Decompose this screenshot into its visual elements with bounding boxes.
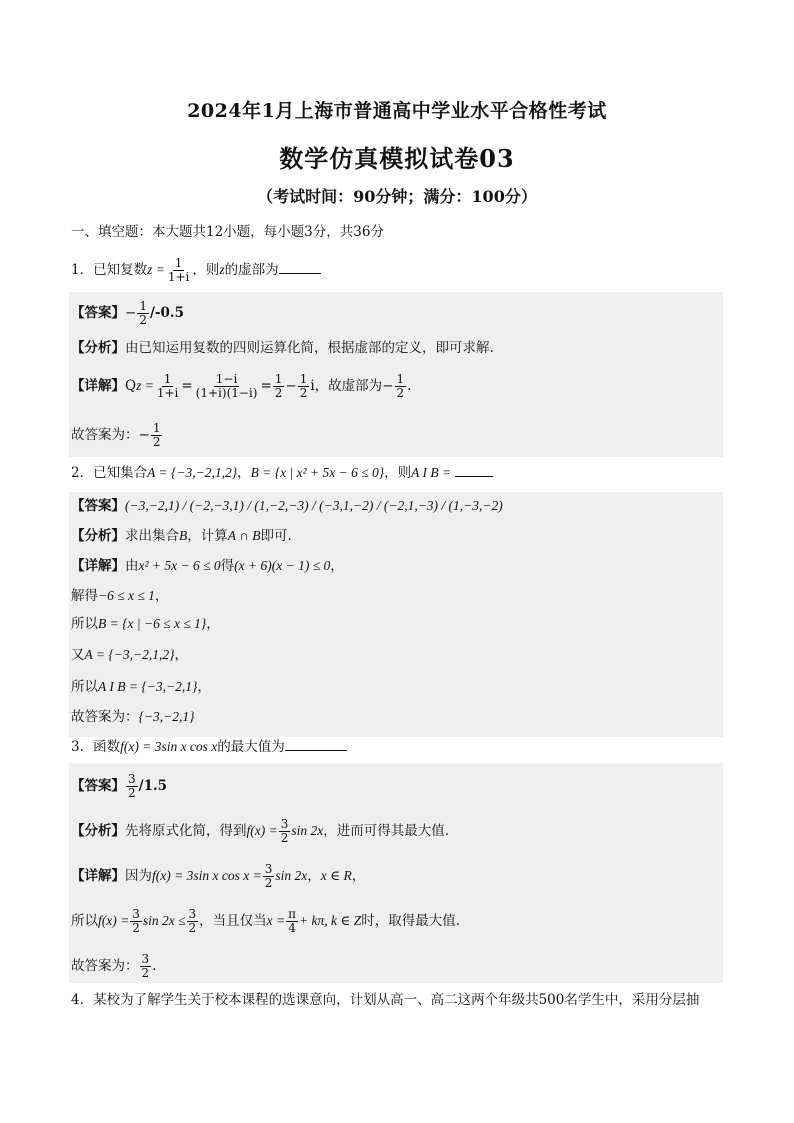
q3-blank: [285, 736, 347, 751]
q1-stem: 1．已知复数z = $\frac{1}{1+i}$ ，则z的虚部为: [71, 257, 321, 284]
q2-detail-5: 所以A I B = {−3,−2,1}，: [71, 679, 211, 695]
q3-stem: 3．函数f(x) = 3sin x cos x的最大值为: [71, 736, 347, 757]
exam-info: （考试时间：90分钟；满分：100分）: [257, 187, 537, 206]
q2-stem: 2．已知集合A = {−3,−2,1,2}，B = {x | x² + 5x − 6 ≤ 0}，则A I B =: [71, 462, 493, 483]
q4-stem: 4．某校为了解学生关于校本课程的选课意向，计划从高一、高二这两个年级共500名学生中，采用分层抽: [71, 992, 700, 1008]
q2-detail-4: 又A = {−3,−2,1,2}，: [71, 647, 189, 663]
q3-detail-2: 所以f(x) = $\frac{3}{2}$ sin 2x ≤ $\frac{3}{2}$ ，当且仅当x = $\frac{\pi}{4}$ + kπ, k ∈ Z时，取得最大值.: [71, 907, 461, 935]
q2-final: 故答案为：{−3,−2,1}: [71, 709, 195, 725]
q2-blank: [455, 462, 493, 477]
q2-analysis: 【分析】求出集合B，计算A ∩ B即可.: [71, 528, 292, 544]
q1-analysis: 【分析】由已知运用复数的四则运算化简，根据虚部的定义，即可求解.: [71, 340, 494, 356]
q1-fraction: $\frac{1}{1+i}$: [167, 256, 190, 284]
q2-detail-2: 解得−6 ≤ x ≤ 1，: [71, 588, 169, 604]
exam-subtitle: 数学仿真模拟试卷03: [279, 144, 515, 173]
q3-answer: 【答案】 $\frac{3}{2}$ /1.5: [71, 772, 168, 800]
section-heading: 一、填空题：本大题共12小题，每小题3分，共36分: [71, 224, 384, 240]
exam-title: 2024年1月上海市普通高中学业水平合格性考试: [187, 100, 607, 122]
q1-detail: 【详解】Qz = $\frac{1}{1+i}$ = $\frac{1-i}{(1+i)(1-i)}$ = $\frac{1}{2}$ − $\frac{1}{2}$ i，故虚部为− $\frac{1}{2}$ .: [71, 372, 412, 400]
q2-detail-1: 【详解】由x² + 5x − 6 ≤ 0得(x + 6)(x − 1) ≤ 0，: [71, 558, 344, 574]
q1-blank: [279, 259, 321, 274]
q2-answer: 【答案】(−3,−2,1) / (−2,−3,1) / (1,−2,−3) / (−3,1,−2) / (−2,1,−3) / (1,−3,−2): [71, 498, 503, 514]
q3-final: 故答案为： $\frac{3}{2}$ .: [71, 952, 157, 980]
q3-detail-1: 【详解】因为f(x) = 3sin x cos x = $\frac{3}{2}$ sin 2x，x ∈ R，: [71, 862, 366, 890]
q1-final: 故答案为：− $\frac{1}{2}$: [71, 421, 161, 449]
q3-analysis: 【分析】先将原式化简，得到f(x) = $\frac{3}{2}$ sin 2x，进而可得其最大值.: [71, 817, 450, 845]
q1-answer: 【答案】− $\frac{1}{2}$ /-0.5: [71, 299, 184, 327]
q2-detail-3: 所以B = {x | −6 ≤ x ≤ 1}，: [71, 616, 220, 632]
